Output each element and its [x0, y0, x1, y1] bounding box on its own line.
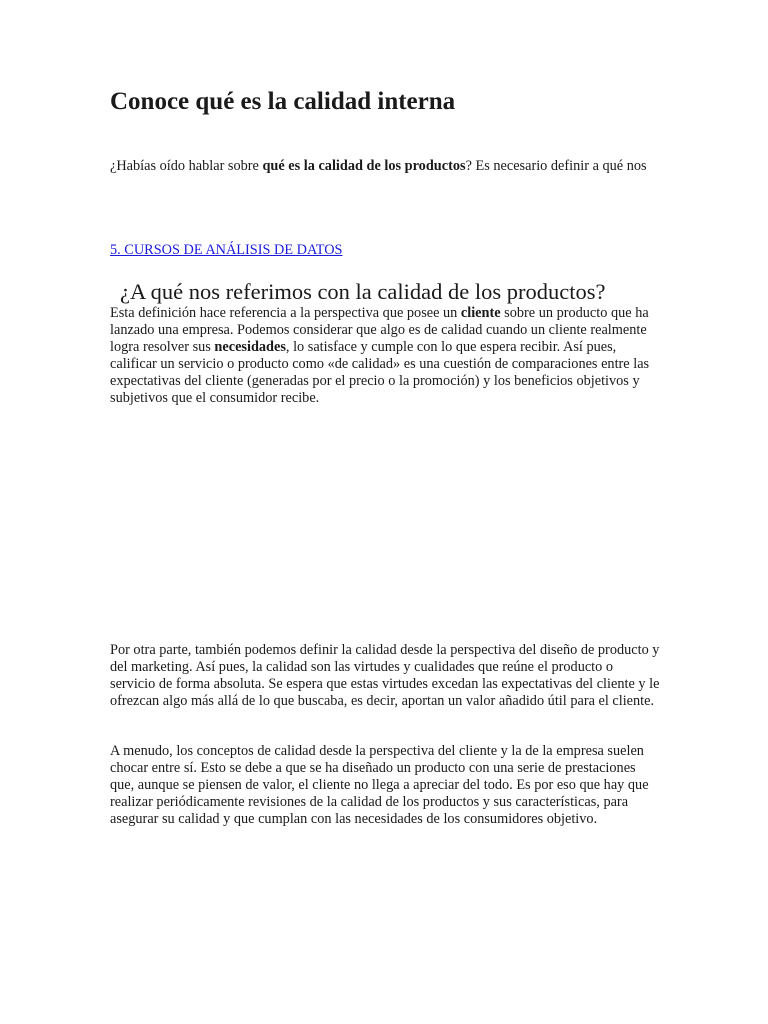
definition-text-1: Esta definición hace referencia a la perspectiva que posee un [110, 305, 461, 321]
definition-bold-cliente: cliente [460, 305, 501, 321]
section-heading: ¿A qué nos referimos con la calidad de los productos? [120, 279, 606, 304]
intro-bold-text: qué es la calidad de los productos [262, 158, 466, 174]
definition-text-2: sobre un producto que ha lanzado una empresa. Podemos considerar que algo es de calidad cuando un cliente realmente logra resolver sus [110, 305, 649, 355]
courses-link[interactable]: 5. CURSOS DE ANÁLISIS DE DATOS [110, 242, 343, 258]
definition-bold-necesidades: necesidades [214, 339, 286, 355]
intro-text-before: ¿Habías oído hablar sobre [110, 158, 263, 174]
customer-vs-company-paragraph: A menudo, los conceptos de calidad desde la perspectiva del cliente y la de la empresa suelen chocar entre sí. Esto se debe a que se ha diseñado un producto con una serie de prestaciones que, aunque se piensen de valor, el cliente no llega a apreciar del todo. Es por eso que hay que realizar periódicamente revisiones de la calidad de los productos y sus características, para asegurar su calidad y que cumplan con las necesidades de los consumidores objetivo. [110, 743, 649, 827]
marketing-paragraph: Por otra parte, también podemos definir la calidad desde la perspectiva del diseño de producto y del marketing. Así pues, la calidad son las virtudes y cualidades que reúne el producto o servicio de forma absoluta. Se espera que estas virtudes excedan las expectativas del cliente y le ofrezcan algo más allá de lo que buscaba, es decir, aportan un valor añadido útil para el cliente. [110, 642, 660, 709]
definition-paragraph [110, 305, 660, 407]
intro-paragraph [110, 158, 660, 175]
page-title: Conoce qué es la calidad interna [110, 88, 456, 115]
definition-text-3: , lo satisface y cumple con lo que espera recibir. Así pues, calificar un servicio o producto como «de calidad» es una cuestión de comparaciones entre las expectativas del cliente (generadas por el precio o la promoción) y los beneficios objetivos y subjetivos que el consumidor recibe. [110, 339, 650, 406]
intro-text-after: ? Es necesario definir a qué nos [465, 158, 647, 174]
